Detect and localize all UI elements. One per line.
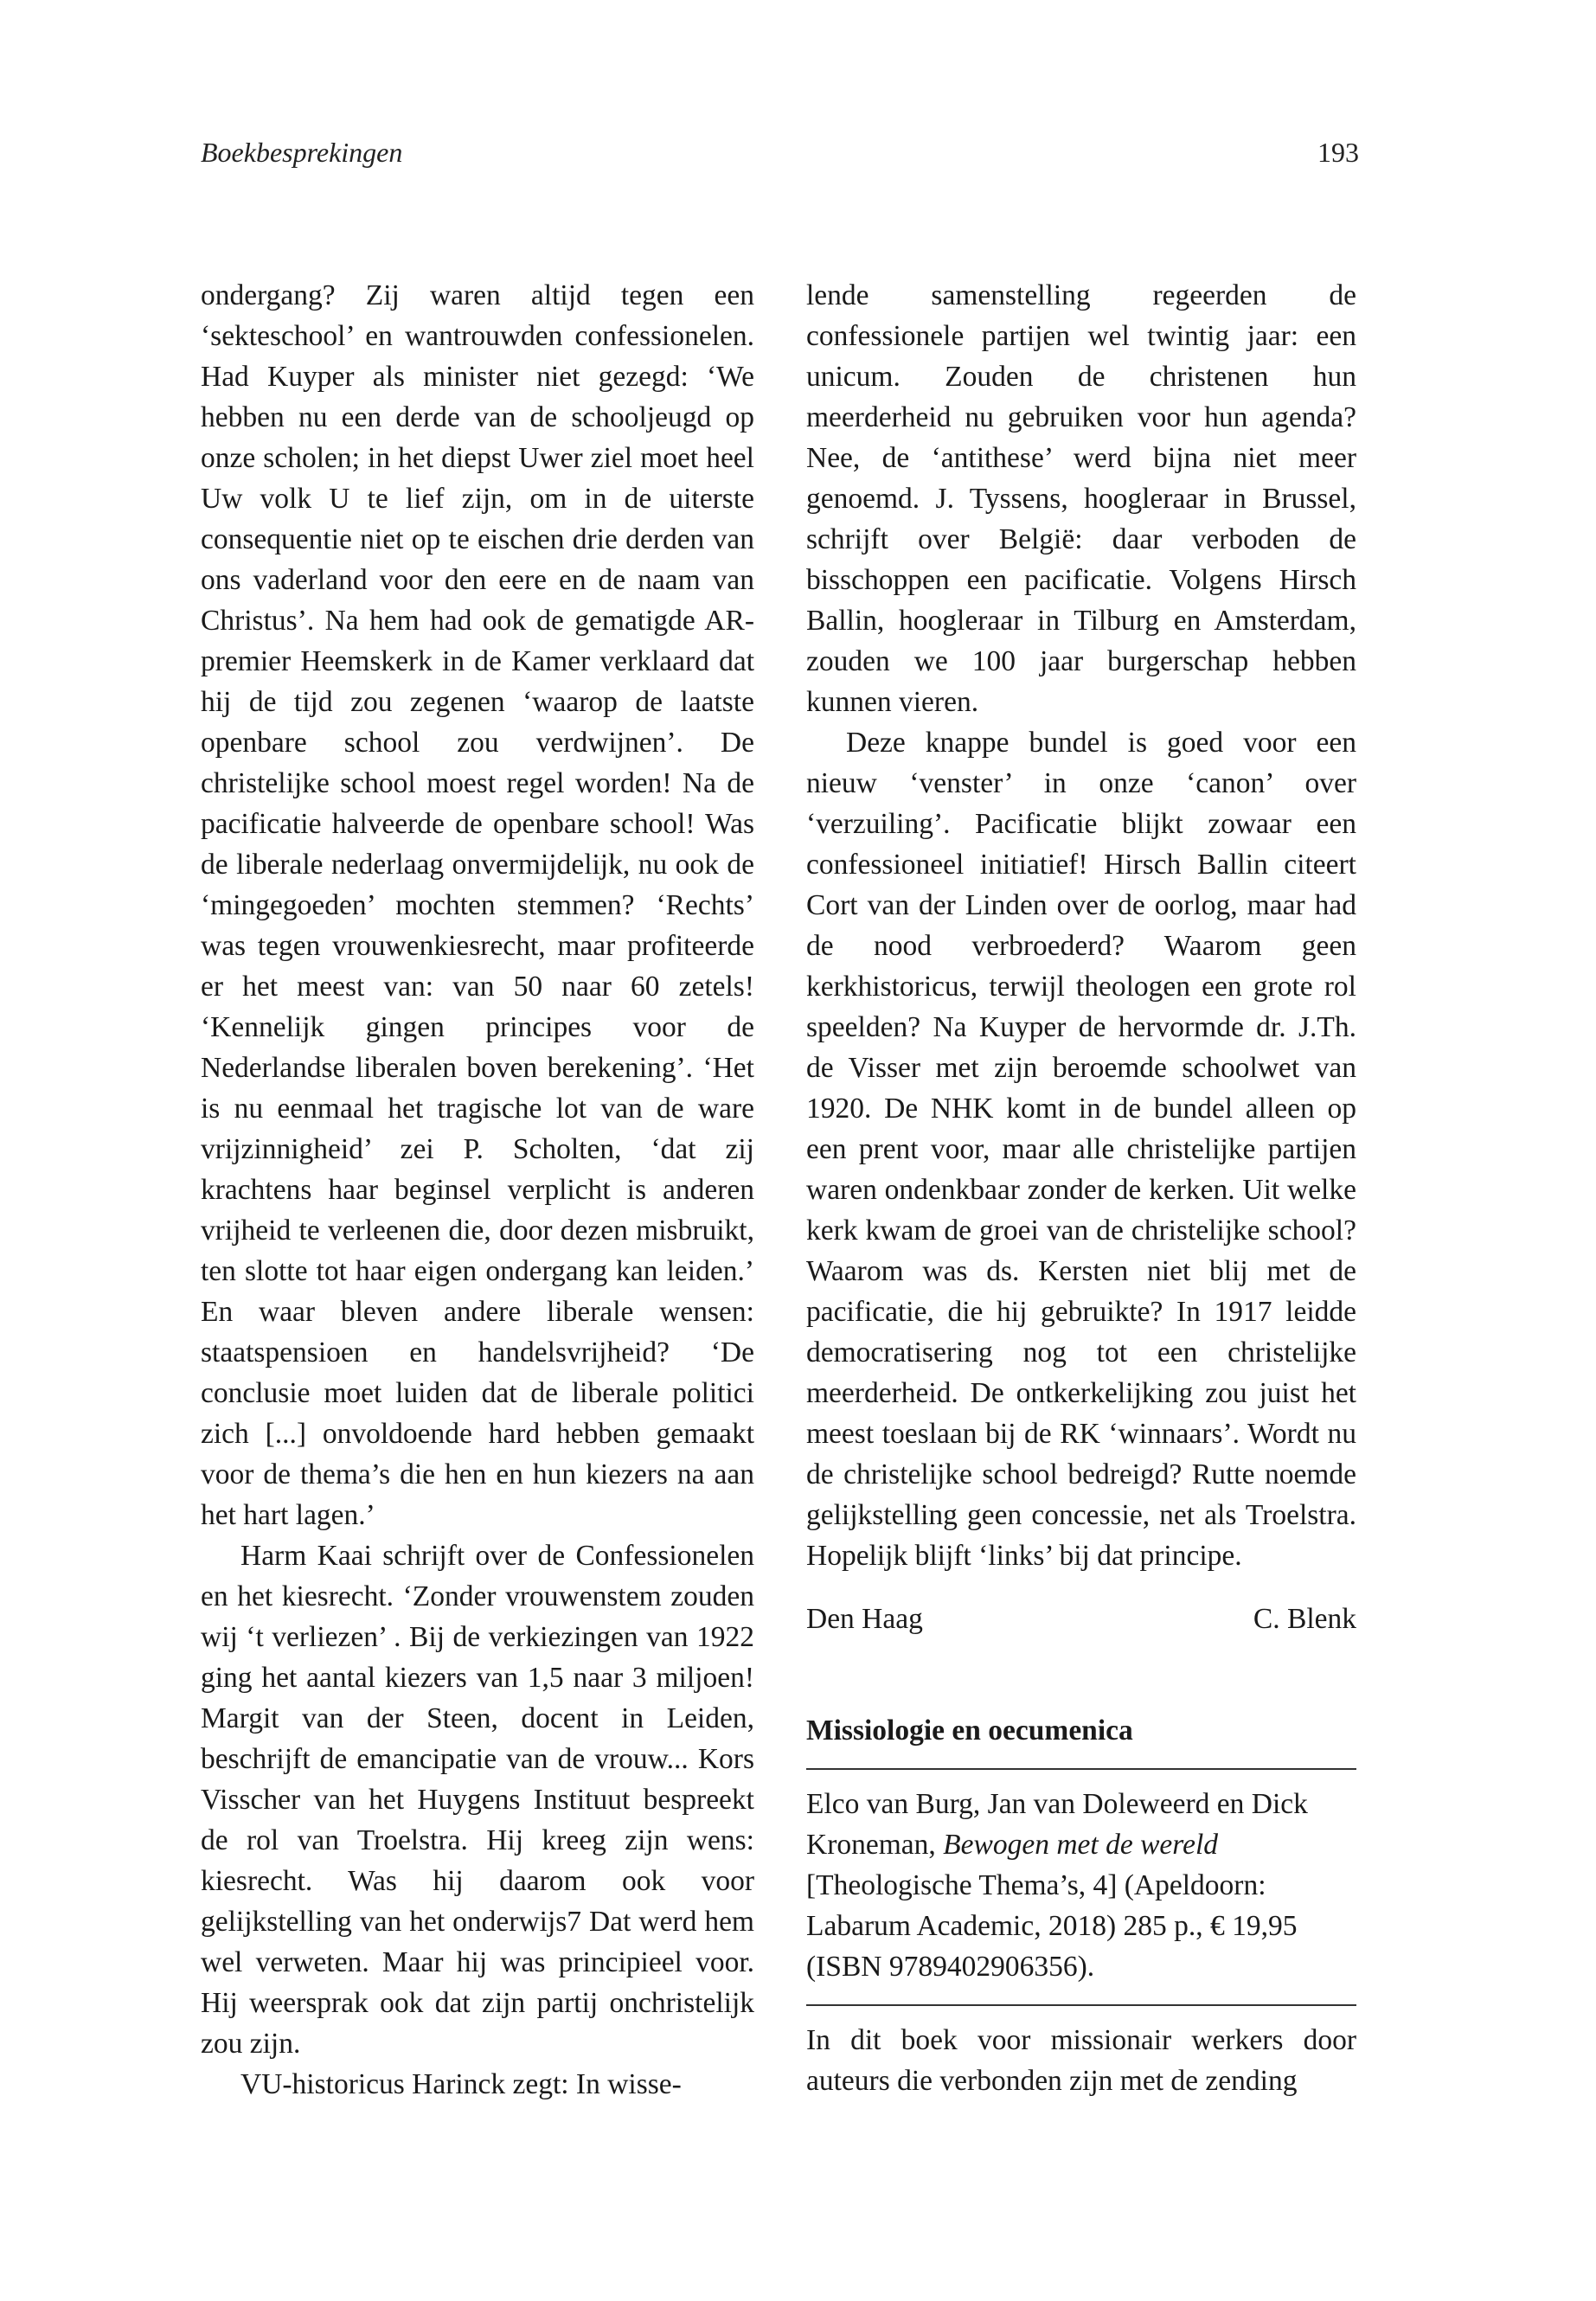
citation-authors: Elco van Burg, Jan van Doleweerd en Dick Kroneman, xyxy=(806,1788,1308,1861)
section-rule-top xyxy=(806,1768,1356,1770)
signoff-place: Den Haag xyxy=(806,1603,923,1635)
right-column xyxy=(806,275,1356,2101)
left-paragraph-1: ondergang? Zij waren altijd tegen een ‘sekteschool’ en wantrouwden confessionelen. Had Kuyper als minister niet gezegd: ‘We hebben nu een derde van de schooljeugd op onze scholen; in het diepst Uwer ziel moet heel Uw volk U te lief zijn, om in de uiterste consequentie niet op te eischen drie derden van ons vaderland voor den eere en de naam van Christus’. Na hem had ook de gematigde AR-premier Heemskerk in de Kamer verklaard dat hij de tijd zou zegenen ‘waarop de laatste openbare school zou verdwijnen’. De christelijke school moest regel worden! Na de pacificatie halveerde de openbare school! Was de liberale nederlaag onvermijdelijk, nu ook de ‘mingegoeden’ mochten stemmen? ‘Rechts’ was tegen vrouwenkiesrecht, maar profiteerde er het meest van: van 50 naar 60 zetels! ‘Kennelijk gingen principes voor de Nederlandse liberalen boven berekening’. ‘Het is nu eenmaal het tragische lot van de ware vrijzinnigheid’ zei P. Scholten, ‘dat zij krachtens haar beginsel verplicht is anderen vrijheid te verleenen die, door dezen misbruikt, ten slotte tot haar eigen ondergang kan leiden.’ En waar bleven andere liberale wensen: staatspensioen en handelsvrijheid? ‘De conclusie moet luiden dat de liberale politici zich [...] onvoldoende hard hebben gemaakt voor de thema’s die hen en hun kiezers na aan het hart lagen.’ xyxy=(201,279,754,1531)
signoff-author: C. Blenk xyxy=(1253,1603,1356,1635)
section-rule-bottom xyxy=(806,2004,1356,2006)
right-paragraph-2: Deze knappe bundel is goed voor een nieuw ‘venster’ in onze ‘canon’ over ‘verzuiling’. Pacificatie blijkt zowaar een confessioneel initiatief! Hirsch Ballin citeert Cort van der Linden over de oorlog, maar had de nood verbroederd? Waarom geen kerkhistoricus, terwijl theologen een grote rol speelden? Na Kuyper de hervormde dr. J.Th. de Visser met zijn beroemde schoolwet van 1920. De NHK komt in de bundel alleen op een prent voor, maar alle christelijke partijen waren ondenkbaar zonder de kerken. Uit welke kerk kwam de groei van de christelijke school? Waarom was ds. Kersten niet blij met de pacificatie, die hij gebruikte? In 1917 leidde democratisering nog tot een christelijke meerderheid. De ontkerkelijking zou juist het meest toeslaan bij de RK ‘winnaars’. Wordt nu de christelijke school bedreigd? Rutte noemde gelijkstelling geen concessie, net als Troelstra. Hopelijk blijft ‘links’ bij dat principe. xyxy=(806,727,1356,1572)
section-heading: Missiologie en oecumenica xyxy=(806,1715,1133,1747)
review-paragraph-start: In dit boek voor missionair werkers door auteurs die verbonden zijn met de zending xyxy=(806,2024,1356,2097)
citation-details: [Theologische Thema’s, 4] (Apeldoorn: Labarum Academic, 2018) 285 p., € 19,95 (ISBN 9789402906356). xyxy=(806,1869,1298,1983)
left-paragraph-2: Harm Kaai schrijft over de Confessionelen en het kiesrecht. ‘Zonder vrouwenstem zouden wij ‘t verliezen’ . Bij de verkiezingen van 1922 ging het aantal kiezers van 1,5 naar 3 miljoen! Margit van der Steen, docent in Leiden, beschrijft de emancipatie van de vrouw... Kors Visscher van het Huygens Instituut bespreekt de rol van Troelstra. Hij kreeg zijn wens: kiesrecht. Was hij daarom ook voor gelijkstelling van het onderwijs7 Dat werd hem wel verweten. Maar hij was principieel voor. Hij weersprak ook dat zijn partij onchristelijk zou zijn. xyxy=(201,1540,754,2060)
review-signoff xyxy=(806,1599,1356,1639)
book-citation xyxy=(806,1784,1356,1987)
right-paragraph-1: lende samenstelling regeerden de confessionele partijen wel twintig jaar: een unicum. Zouden de christenen hun meerderheid nu gebruiken voor hun agenda? Nee, de ‘antithese’ werd bijna niet meer genoemd. J. Tyssens, hoogleraar in Brussel, schrijft over België: daar verboden de bisschoppen een pacificatie. Volgens Hirsch Ballin, hoogleraar in Tilburg en Amsterdam, zouden we 100 jaar burgerschap hebben kunnen vieren. xyxy=(806,279,1356,718)
left-paragraph-3: VU-historicus Harinck zegt: In wisse- xyxy=(240,2068,682,2100)
page-number: 193 xyxy=(1317,137,1359,168)
left-column xyxy=(201,275,754,2105)
running-head: Boekbesprekingen xyxy=(201,137,403,168)
citation-title: Bewogen met de wereld xyxy=(943,1829,1218,1861)
